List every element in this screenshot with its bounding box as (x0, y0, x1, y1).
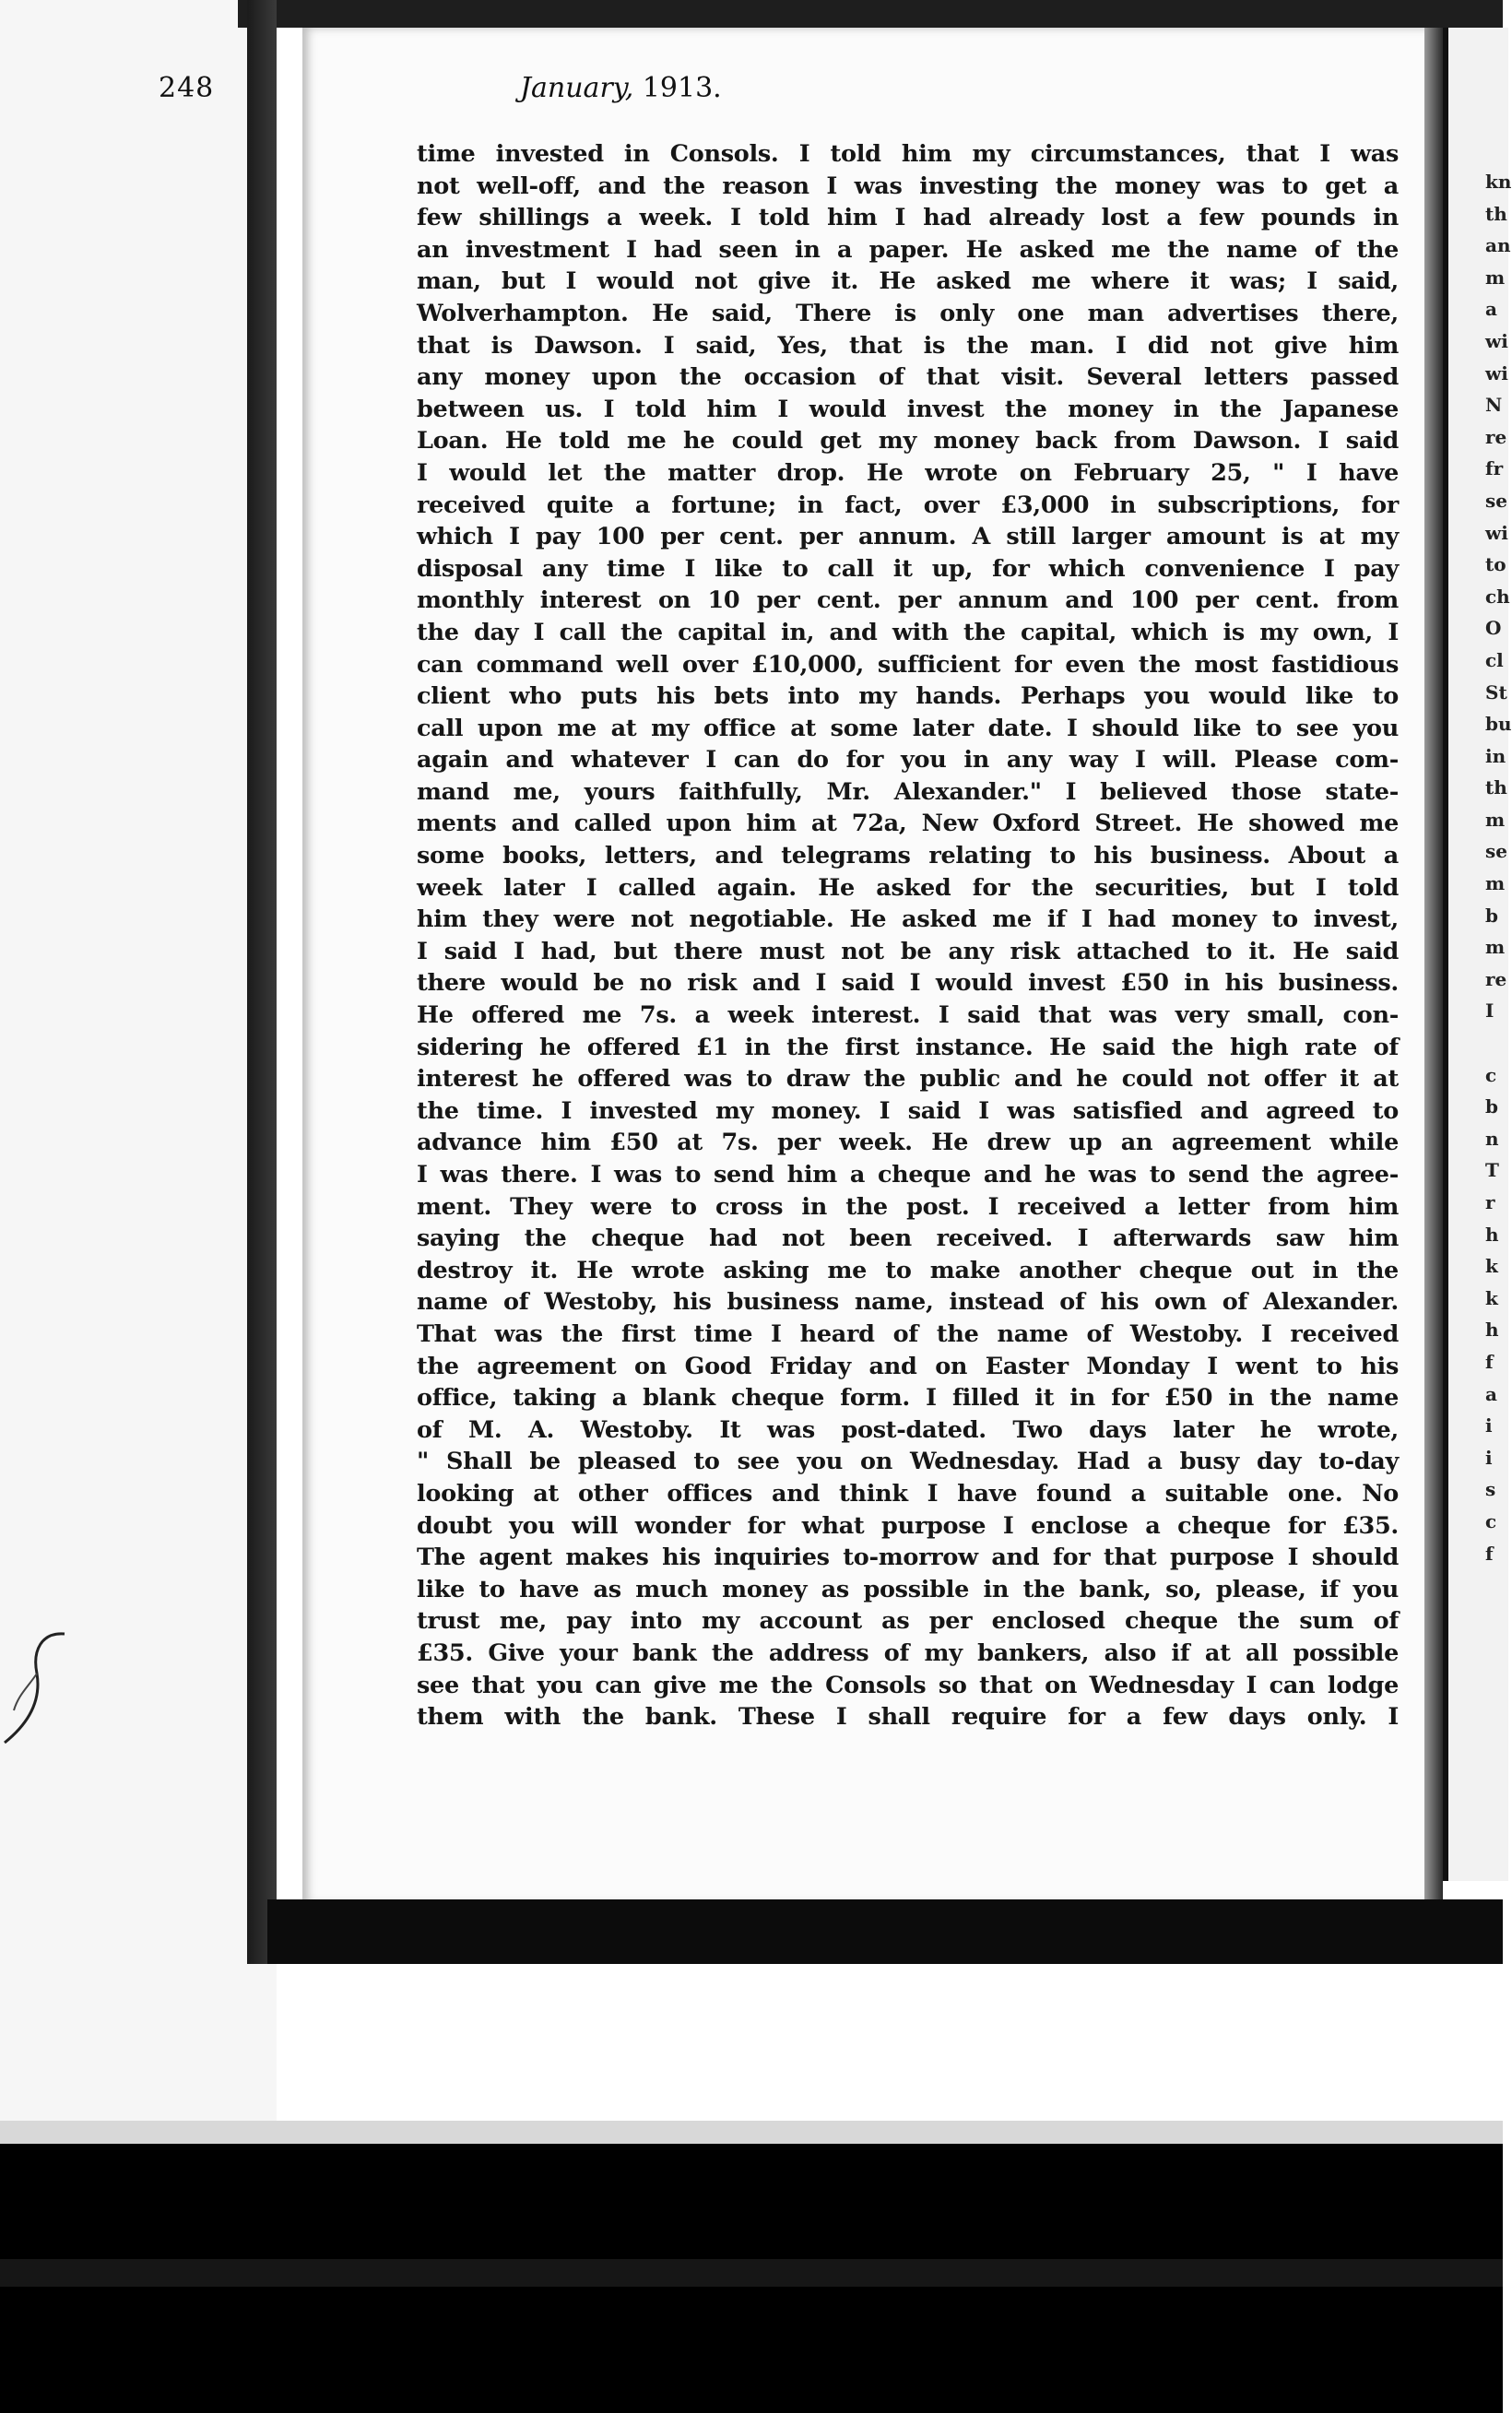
text-line: £35. Give your bank the address of my bankers, also if at all possible (417, 1638, 1399, 1667)
facing-page-fragment: fr (1485, 457, 1504, 480)
text-line: I said I had, but there must not be any risk attached to it. He said (417, 937, 1399, 965)
facing-page-fragment: re (1485, 967, 1507, 990)
text-line: The agent makes his inquiries to-morrow and for that purpose I should (417, 1544, 1399, 1572)
text-line: the agreement on Good Friday and on Easter Monday I went to his (417, 1352, 1399, 1380)
facing-page-fragment: an (1485, 234, 1511, 257)
text-line: him they were not negotiable. He asked me if I had money to invest, (417, 905, 1399, 934)
facing-page-fragment (1448, 1027, 1512, 1059)
page-running-title (520, 72, 722, 104)
text-line: name of Westoby, his business name, instead of his own of Alexander. (417, 1288, 1399, 1317)
facing-page-fragment: se (1485, 489, 1507, 512)
facing-page-fragment: wi (1485, 329, 1508, 352)
text-line: disposal any time I like to call it up, for which convenience I pay (417, 554, 1399, 583)
text-line: ments and called upon him at 72a, New Oxford Street. He showed me (417, 810, 1399, 838)
text-line: not well-off, and the reason I was investing the money was to get a (417, 172, 1399, 200)
text-line: few shillings a week. I told him I had already lost a few pounds in (417, 204, 1399, 232)
running-title-month: January, (520, 72, 634, 104)
text-line: advance him £50 at 7s. per week. He drew up an agreement while (417, 1129, 1399, 1157)
facing-page-fragment: c (1485, 1063, 1497, 1086)
facing-page-fragment: f (1485, 1350, 1494, 1373)
facing-page-fragment: i (1485, 1414, 1493, 1437)
text-line: monthly interest on 10 per cent. per annum and 100 per cent. from (417, 586, 1399, 615)
facing-page-fragment: cl (1485, 648, 1504, 671)
text-line: Wolverhampton. He said, There is only one man advertises there, (417, 299, 1399, 327)
facing-page-fragment: T (1485, 1159, 1499, 1182)
text-line: an investment I had seen in a paper. He asked me the name of the (417, 235, 1399, 264)
facing-page-fragment: m (1485, 808, 1506, 831)
facing-page-fragment: n (1485, 1127, 1499, 1150)
film-border-stripe (0, 2259, 1503, 2287)
text-line: office, taking a blank cheque form. I filled it in for £50 in the name (417, 1384, 1399, 1413)
facing-page-fragment: se (1485, 840, 1507, 863)
page-gutter (1424, 28, 1443, 1909)
text-line: of M. A. Westoby. It was post-dated. Two days later he wrote, (417, 1415, 1399, 1444)
facing-page-fragment: ch (1485, 585, 1510, 608)
text-line: Loan. He told me he could get my money back from Dawson. I said (417, 427, 1399, 455)
facing-page-fragment: wi (1485, 521, 1508, 544)
text-line: received quite a fortune; in fact, over £3,000 in subscriptions, for (417, 491, 1399, 519)
text-line: saying the cheque had not been received. I afterwards saw him (417, 1224, 1399, 1253)
facing-page-fragment: h (1485, 1319, 1499, 1342)
text-line: see that you can give me the Consols so that on Wednesday I can lodge (417, 1671, 1399, 1699)
facing-page-fragment: m (1485, 936, 1506, 959)
book-top-edge (238, 0, 1503, 28)
facing-page-fragment: a (1485, 298, 1497, 321)
facing-page-fragment: th (1485, 776, 1507, 799)
facing-page-fragment: b (1485, 904, 1498, 927)
text-line: that is Dawson. I said, Yes, that is the man. I did not give him (417, 331, 1399, 360)
text-line: the time. I invested my money. I said I was satisfied and agreed to (417, 1096, 1399, 1125)
text-line: interest he offered was to draw the public and he could not offer it at (417, 1065, 1399, 1094)
facing-page-fragment: wi (1485, 361, 1508, 384)
text-line: " Shall be pleased to see you on Wednesday. Had a busy day to-day (417, 1448, 1399, 1476)
text-line: call upon me at my office at some later date. I should like to see you (417, 714, 1399, 742)
text-line: like to have as much money as possible in the bank, so, please, if you (417, 1575, 1399, 1603)
text-line: the day I call the capital in, and with the capital, which is my own, I (417, 618, 1399, 646)
facing-page-fragment: k (1485, 1255, 1498, 1278)
facing-page-fragment: c (1485, 1509, 1497, 1532)
text-line: some books, letters, and telegrams relating to his business. About a (417, 842, 1399, 870)
facing-page-fragment: a (1485, 1382, 1497, 1405)
film-border-grey (0, 2121, 1503, 2144)
facing-page-fragment: St (1485, 680, 1507, 704)
page-header (159, 44, 1044, 104)
text-line: destroy it. He wrote asking me to make another cheque out in the (417, 1256, 1399, 1284)
text-line: trust me, pay into my account as per enclosed cheque the sum of (417, 1607, 1399, 1636)
text-line: ment. They were to cross in the post. I received a letter from him (417, 1192, 1399, 1221)
facing-page-fragment: f (1485, 1542, 1494, 1565)
text-line: looking at other offices and think I have found a suitable one. No (417, 1479, 1399, 1508)
text-line: mand me, yours faithfully, Mr. Alexander." I believed those state- (417, 777, 1399, 806)
facing-page-text-fragments (1448, 166, 1512, 1569)
text-line: I would let the matter drop. He wrote on February 25, " I have (417, 458, 1399, 487)
facing-page-fragment: I (1485, 1000, 1494, 1023)
facing-page-fragment: h (1485, 1223, 1499, 1246)
text-line: That was the first time I heard of the name of Westoby. I received (417, 1319, 1399, 1348)
facing-page-fragment: bu (1485, 713, 1512, 736)
page-number: 248 (159, 72, 215, 104)
text-line: sidering he offered £1 in the first instance. He said the high rate of (417, 1033, 1399, 1061)
facing-page-fragment: kn (1485, 171, 1512, 193)
book-binding-shadow (247, 0, 277, 1964)
text-line: can command well over £10,000, sufficient for even the most fastidious (417, 650, 1399, 679)
book-bottom-edge (267, 1899, 1503, 1964)
facing-page-fragment: th (1485, 202, 1507, 225)
text-line: client who puts his bets into my hands. Perhaps you would like to (417, 682, 1399, 711)
text-line: man, but I would not give it. He asked me where it was; I said, (417, 267, 1399, 296)
text-line: them with the bank. These I shall require for a few days only. I (417, 1703, 1399, 1732)
facing-page-fragment: re (1485, 425, 1507, 448)
text-line: doubt you will wonder for what purpose I enclose a cheque for £35. (417, 1511, 1399, 1540)
facing-page-fragment: in (1485, 744, 1506, 767)
facing-page-fragment: s (1485, 1478, 1496, 1501)
text-line: time invested in Consols. I told him my circumstances, that I was (417, 140, 1399, 168)
text-line: there would be no risk and I said I would invest £50 in his business. (417, 969, 1399, 998)
body-text (417, 138, 1399, 1733)
text-line: He offered me 7s. a week interest. I said that was very small, con- (417, 1001, 1399, 1030)
running-title-year: 1913. (642, 72, 722, 104)
facing-page-edge (1443, 28, 1512, 1881)
margin-squiggle-mark (0, 1623, 83, 1770)
facing-page-fragment: m (1485, 872, 1506, 895)
left-margin (0, 0, 277, 2121)
facing-page-fragment: m (1485, 266, 1506, 289)
facing-page-fragment: O (1485, 617, 1502, 640)
text-line: I was there. I was to send him a cheque and he was to send the agree- (417, 1161, 1399, 1189)
facing-page-fragment: i (1485, 1446, 1493, 1469)
text-line: which I pay 100 per cent. per annum. A still larger amount is at my (417, 523, 1399, 551)
facing-page-fragment: b (1485, 1095, 1498, 1118)
text-line: between us. I told him I would invest the money in the Japanese (417, 395, 1399, 423)
text-line: any money upon the occasion of that visit. Several letters passed (417, 363, 1399, 392)
text-line: week later I called again. He asked for the securities, but I told (417, 873, 1399, 902)
facing-page-fragment: to (1485, 553, 1506, 576)
text-line: again and whatever I can do for you in any way I will. Please com- (417, 746, 1399, 775)
facing-page-fragment: r (1485, 1191, 1495, 1213)
facing-page-fragment: k (1485, 1286, 1498, 1309)
facing-page-fragment: N (1485, 394, 1503, 417)
